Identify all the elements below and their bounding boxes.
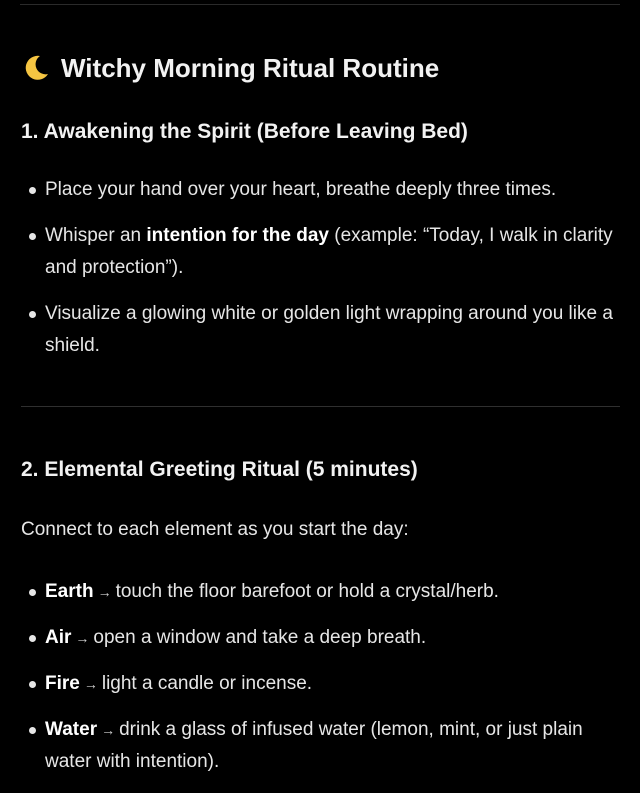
bullet-icon: [29, 681, 36, 688]
page-title-text: Witchy Morning Ritual Routine: [61, 53, 440, 83]
section-2-heading: 2. Elemental Greeting Ritual (5 minutes): [21, 458, 418, 481]
list-item: Visualize a glowing white or golden light wrapping around you like a shield.: [21, 298, 621, 362]
arrow-right-icon: →: [97, 584, 112, 600]
intention-emphasis: intention for the day: [146, 225, 329, 246]
list-item-air: Air → open a window and take a deep breath.: [21, 622, 621, 654]
bullet-icon: [29, 311, 36, 318]
section-divider: [21, 406, 620, 407]
bullet-icon: [29, 589, 36, 596]
element-list: [21, 576, 621, 778]
list-item-earth: Earth → touch the floor barefoot or hold a crystal/herb.: [21, 576, 621, 608]
section-1-list: [21, 174, 621, 362]
section-1-heading: 1. Awakening the Spirit (Before Leaving Bed): [21, 120, 468, 143]
list-item: Place your hand over your heart, breathe deeply three times.: [21, 174, 621, 206]
bullet-icon: [29, 187, 36, 194]
list-item: Whisper an intention for the day (example: “Today, I walk in clarity and protection”).: [21, 220, 621, 284]
arrow-right-icon: →: [101, 722, 116, 738]
bullet-icon: [29, 233, 36, 240]
page-title: [21, 52, 439, 84]
section-2-intro: Connect to each element as you start the day:: [21, 519, 409, 540]
list-item-fire: Fire → light a candle or incense.: [21, 668, 621, 700]
bullet-icon: [29, 727, 36, 734]
bullet-icon: [29, 635, 36, 642]
list-item-water: Water → drink a glass of infused water (lemon, mint, or just plain water with intention).: [21, 714, 621, 778]
arrow-right-icon: →: [75, 630, 90, 646]
top-divider: [20, 4, 620, 5]
crescent-moon-icon: [21, 53, 51, 83]
arrow-right-icon: →: [83, 676, 98, 692]
